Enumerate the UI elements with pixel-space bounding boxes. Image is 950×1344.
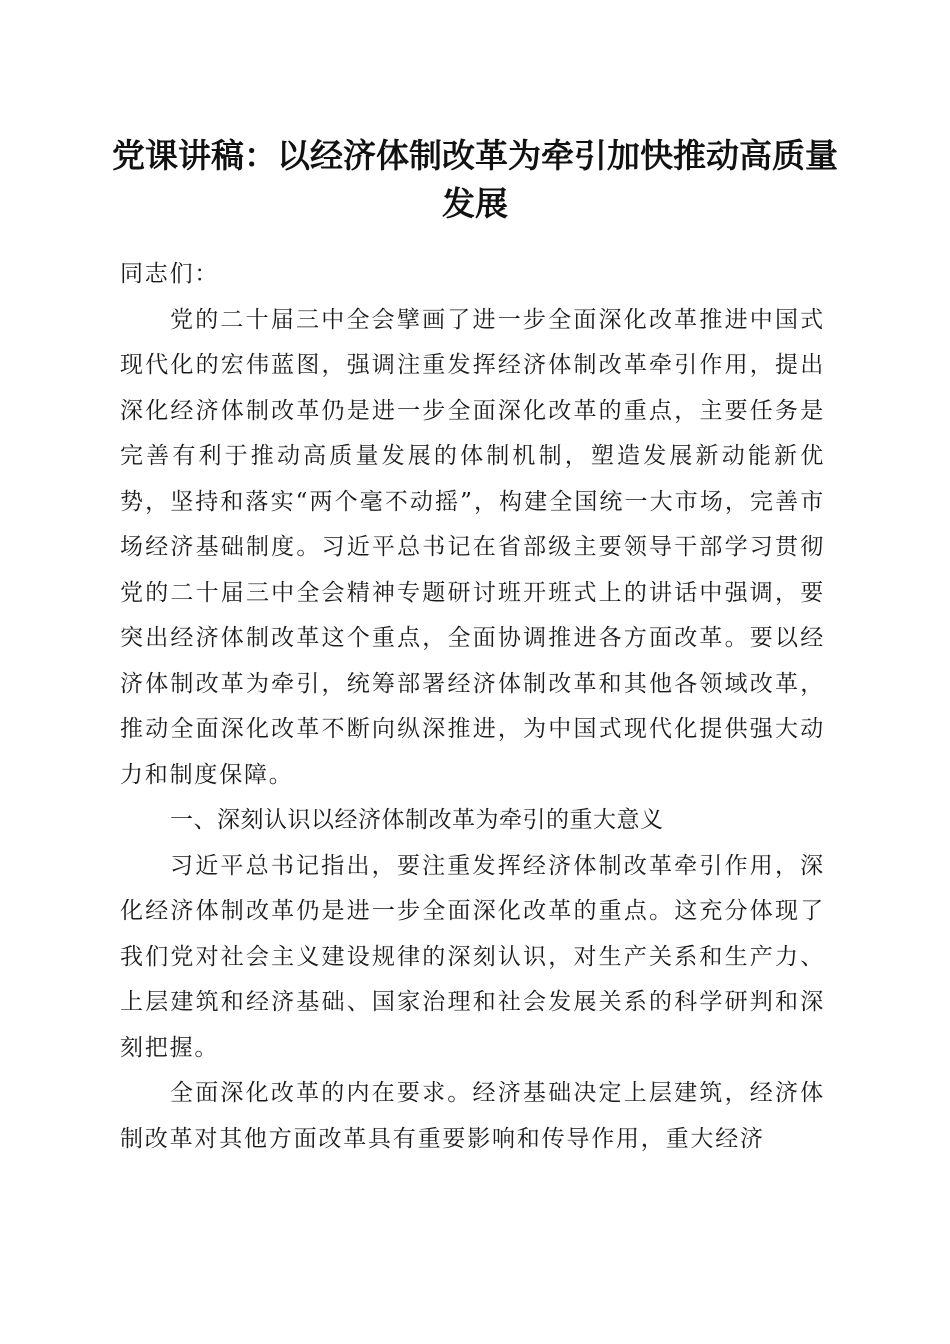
section-heading-1: 一、深刻认识以经济体制改革为牵引的重大意义 [170, 807, 664, 833]
paragraph-intro: 党的二十届三中全会擘画了进一步全面深化改革推进中国式现代化的宏伟蓝图，强调注重发挥经济体制改革牵引作用，提出深化经济体制改革仍是进一步全面深化改革的重点，主要任务是完善有利于推动高质量发展的体制机制，塑造发展新动能新优势，坚持和落实“两个毫不动摇”，构建全国统一大市场，完善市场经济基础制度。习近平总书记在省部级主要领导干部学习贯彻党的二十届三中全会精神专题研讨班开班式上的讲话中强调，要突出经济体制改革这个重点，全面协调推进各方面改革。要以经济体制改革为牵引，统筹部署经济体制改革和其他各领域改革，推动全面深化改革不断向纵深推进，为中国式现代化提供强大动力和制度保障。 [120, 306, 825, 788]
paragraph-section1-a: 习近平总书记指出，要注重发挥经济体制改革牵引作用，深化经济体制改革仍是进一步全面深化改革的重点。这充分体现了我们党对社会主义建设规律的深刻认识，对生产关系和生产力、上层建筑和经济基础、国家治理和社会发展关系的科学研判和深刻把握。 [120, 852, 825, 1061]
document-title: 党课讲稿：以经济体制改革为牵引加快推动高质量发展 [112, 136, 838, 223]
greeting: 同志们： [120, 261, 220, 287]
document-body [120, 252, 825, 1162]
paragraph-section1-b: 全面深化改革的内在要求。经济基础决定上层建筑，经济体制改革对其他方面改革具有重要影响和传导作用，重大经济 [120, 1080, 825, 1152]
